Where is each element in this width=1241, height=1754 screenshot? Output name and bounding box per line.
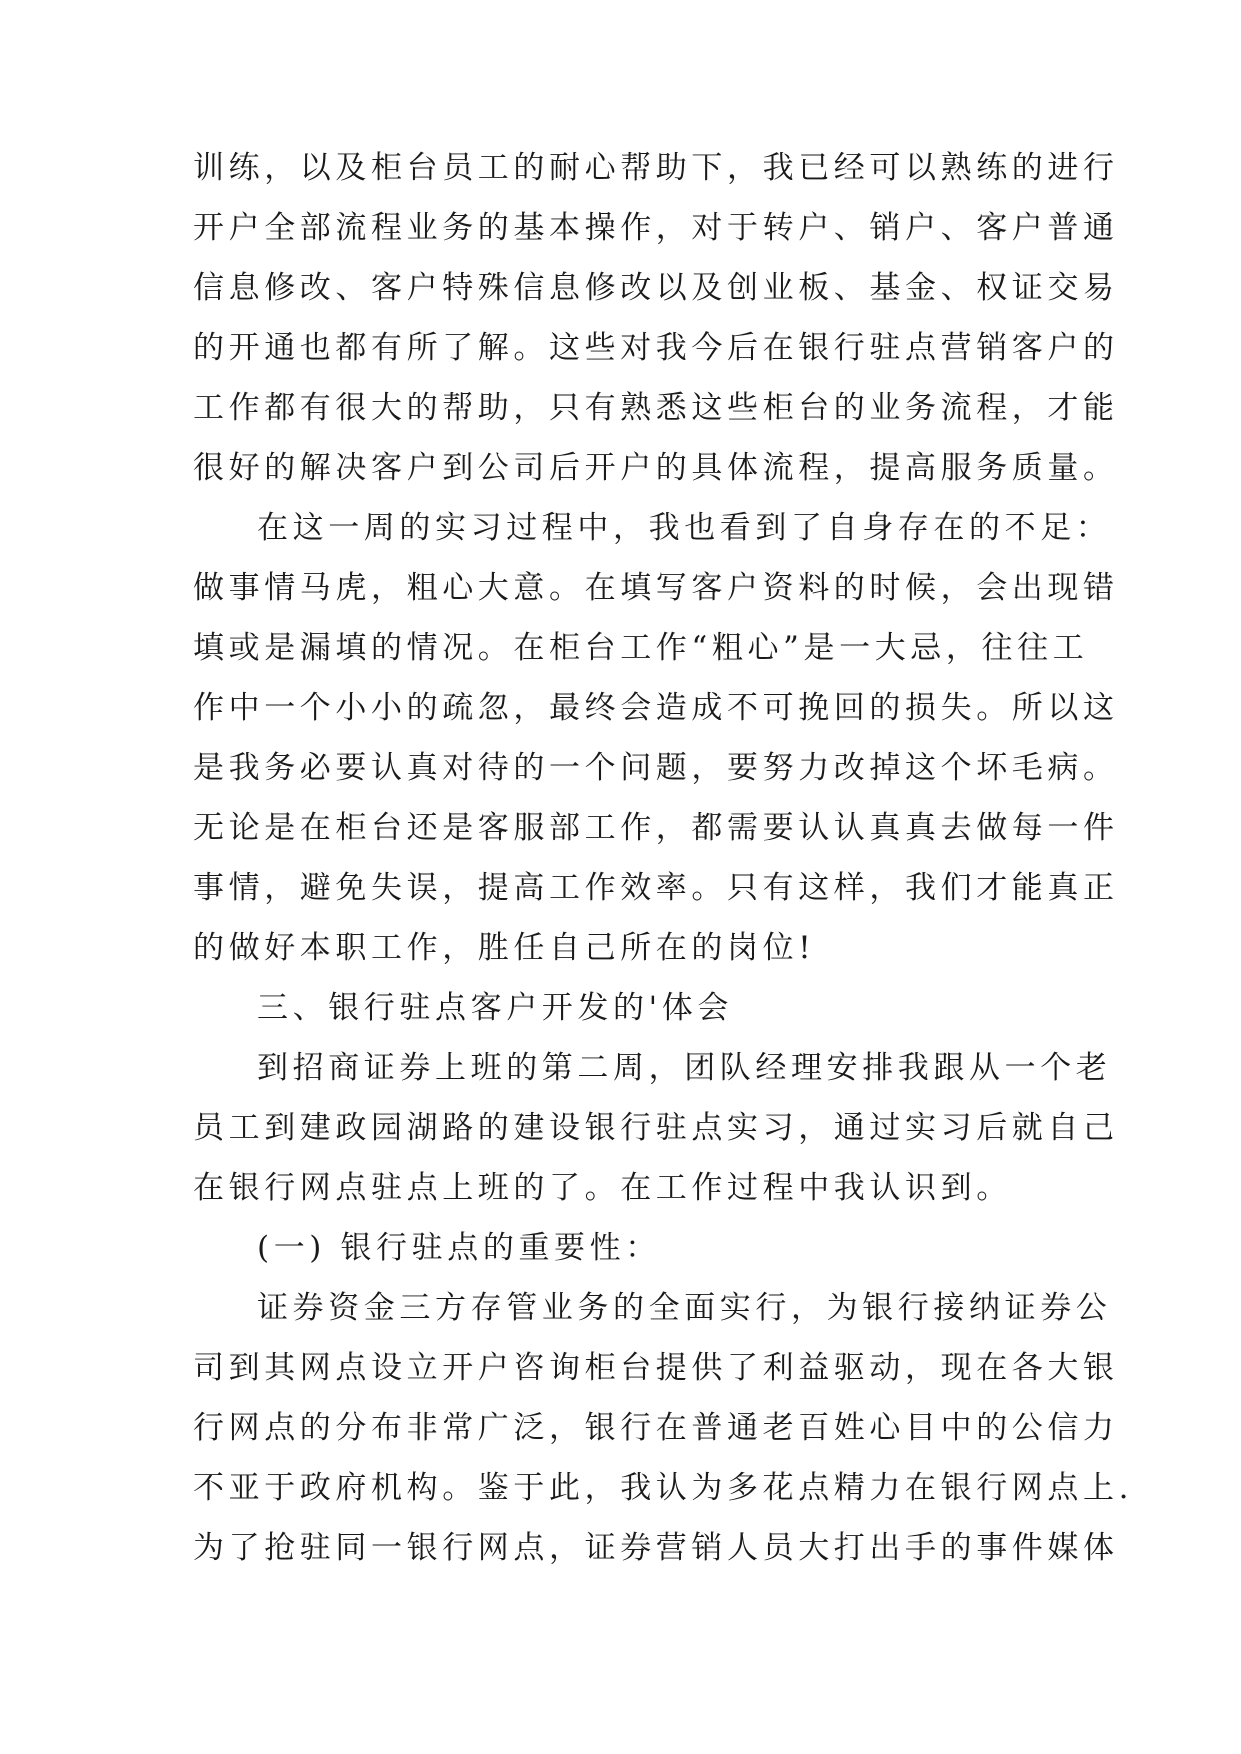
text-line: 司到其网点设立开户咨询柜台提供了利益驱动，现在各大银 [193, 1350, 1119, 1386]
text-line: 填或是漏填的情况。在柜台工作“粗心”是一大忌，往往工 [193, 630, 1089, 666]
text-line: 不亚于政府机构。鉴于此，我认为多花点精力在银行网点上. [193, 1470, 1134, 1506]
paragraph-start-line: 到招商证券上班的第二周，团队经理安排我跟从一个老 [257, 1050, 1112, 1086]
text-line: 很好的解决客户到公司后开户的具体流程，提高服务质量。 [193, 450, 1119, 486]
text-line: 作中一个小小的疏忽，最终会造成不可挽回的损失。所以这 [193, 690, 1119, 726]
text-line: 的做好本职工作，胜任自己所在的岗位! [193, 930, 816, 966]
text-line: 事情，避免失误，提高工作效率。只有这样，我们才能真正 [193, 870, 1119, 906]
text-line: 无论是在柜台还是客服部工作，都需要认认真真去做每一件 [193, 810, 1119, 846]
text-line: 开户全部流程业务的基本操作，对于转户、销户、客户普通 [193, 210, 1119, 246]
text-line: 员工到建政园湖路的建设银行驻点实习，通过实习后就自己 [193, 1110, 1119, 1146]
text-line: 训练，以及柜台员工的耐心帮助下，我已经可以熟练的进行 [193, 150, 1119, 186]
section-heading: 三、银行驻点客户开发的'体会 [257, 990, 733, 1026]
text-line: 工作都有很大的帮助，只有熟悉这些柜台的业务流程，才能 [193, 390, 1119, 426]
text-line: 为了抢驻同一银行网点，证券营销人员大打出手的事件媒体 [193, 1530, 1119, 1566]
text-line: 在银行网点驻点上班的了。在工作过程中我认识到。 [193, 1170, 1012, 1206]
text-line: 信息修改、客户特殊信息修改以及创业板、基金、权证交易 [193, 270, 1119, 306]
paragraph-start-line: 在这一周的实习过程中，我也看到了自身存在的不足： [257, 510, 1112, 546]
text-line: 行网点的分布非常广泛，银行在普通老百姓心目中的公信力 [193, 1410, 1119, 1446]
subsection-heading: (一) 银行驻点的重要性： [257, 1230, 661, 1266]
text-line: 做事情马虎，粗心大意。在填写客户资料的时候，会出现错 [193, 570, 1119, 606]
text-line: 的开通也都有所了解。这些对我今后在银行驻点营销客户的 [193, 330, 1119, 366]
paragraph-start-line: 证券资金三方存管业务的全面实行，为银行接纳证券公 [257, 1290, 1112, 1326]
text-line: 是我务必要认真对待的一个问题，要努力改掉这个坏毛病。 [193, 750, 1119, 786]
